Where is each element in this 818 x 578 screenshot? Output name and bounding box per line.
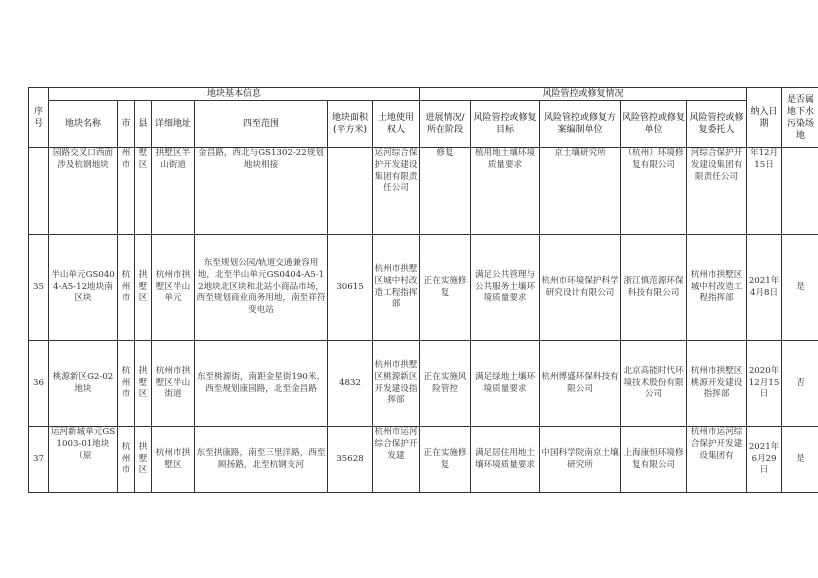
- cell-plot-name: 桃源新区G2-02地块: [49, 341, 118, 427]
- cell-seq: [29, 148, 49, 235]
- col-boundary: 四至范围: [195, 101, 328, 148]
- col-plan-unit: 风险管控或修复方案编制单位: [540, 101, 621, 148]
- table-row: [29, 341, 818, 427]
- cell-boundary: 金昌路，西北与GS1302-22规划地块相接: [195, 148, 328, 235]
- cell-include-date: 2021年4月8日: [747, 235, 782, 341]
- cell-include-date: 2020年12月15日: [747, 341, 782, 427]
- cell-land-owner: 运河综合保护开发建设集团有限责任公司: [373, 148, 420, 235]
- cell-plot-name: 半山单元GS0404-A5-12地块南区块: [49, 235, 118, 341]
- cell-exec-unit: 北京高能时代环境技术股份有限公司: [621, 341, 687, 427]
- site-table: [28, 87, 818, 493]
- col-seq: 序号: [29, 88, 49, 148]
- cell-plan-unit: 中国科学院南京土壤研究所: [540, 427, 621, 493]
- cell-address: 杭州市拱墅区半山街道: [152, 341, 195, 427]
- cell-plot-name: 园路交叉口西面涉及杭钢地块: [49, 148, 118, 235]
- cell-plot-name: 运河新城单元GS1003-01地块（原: [49, 427, 118, 493]
- cell-include-date: 2021年6月29日: [747, 427, 782, 493]
- cell-target: 植用地土壤环境质量要求: [471, 148, 540, 235]
- cell-county: 墅区: [135, 148, 152, 235]
- cell-progress: 正在实施修复: [420, 235, 471, 341]
- cell-area: 4832: [328, 341, 373, 427]
- cell-target: 满足公共管理与公共服务土壤环境质量要求: [471, 235, 540, 341]
- cell-progress: 修复: [420, 148, 471, 235]
- cell-groundwater: [782, 148, 818, 235]
- col-groundwater: 是否属地下水污染场地: [782, 88, 818, 148]
- cell-boundary: 东至桃源街，南距金星街190米，西至规划康园路，北至金昌路: [195, 341, 328, 427]
- cell-seq: 37: [29, 427, 49, 493]
- cell-city: 杭州市: [118, 427, 135, 493]
- table-row: [29, 427, 818, 493]
- cell-plan-unit: 杭州博盛环保科技有限公司: [540, 341, 621, 427]
- group-basic-info: 地块基本信息: [49, 88, 420, 101]
- cell-address: 杭州市拱墅区: [152, 427, 195, 493]
- cell-city: 州市: [118, 148, 135, 235]
- cell-client: 杭州市拱墅区桃源开发建设指挥部: [687, 341, 747, 427]
- col-plot-name: 地块名称: [49, 101, 118, 148]
- cell-target: 满足绿地土壤环境质量要求: [471, 341, 540, 427]
- cell-groundwater: 是: [782, 235, 818, 341]
- cell-area: [328, 148, 373, 235]
- cell-groundwater: 否: [782, 341, 818, 427]
- cell-area: 35628: [328, 427, 373, 493]
- col-include-date: 纳入日期: [747, 88, 782, 148]
- col-county: 县: [135, 101, 152, 148]
- cell-city: 杭州市: [118, 235, 135, 341]
- cell-client: 杭州市拱墅区城中村改造工程指挥部: [687, 235, 747, 341]
- col-land-owner: 土地使用权人: [373, 101, 420, 148]
- col-target: 风险管控或修复目标: [471, 101, 540, 148]
- cell-plan-unit: 杭州市环境保护科学研究设计有限公司: [540, 235, 621, 341]
- cell-seq: 36: [29, 341, 49, 427]
- col-progress: 进展情况/所在阶段: [420, 101, 471, 148]
- header-row-groups: [29, 88, 818, 101]
- cell-address: 杭州市拱墅区半山单元: [152, 235, 195, 341]
- cell-exec-unit: 浙江慎范源环保科技有限公司: [621, 235, 687, 341]
- cell-land-owner: 杭州市运河综合保护开发建: [373, 427, 420, 493]
- cell-progress: 正在实施修复: [420, 427, 471, 493]
- cell-land-owner: 杭州市拱墅区桃源新区开发建设指挥部: [373, 341, 420, 427]
- col-client: 风险管控或修复委托人: [687, 101, 747, 148]
- group-risk-control: 风险管控或修复情况: [420, 88, 747, 101]
- header-row-columns: [29, 101, 818, 148]
- cell-client: 河综合保护开发建设集团有限责任公司: [687, 148, 747, 235]
- col-city: 市: [118, 101, 135, 148]
- cell-exec-unit: （杭州）环境修复有限公司: [621, 148, 687, 235]
- cell-county: 拱墅区: [135, 341, 152, 427]
- cell-client: 杭州市运河综合保护开发建设集团有: [687, 427, 747, 493]
- col-exec-unit: 风险管控或修复单位: [621, 101, 687, 148]
- col-address: 详细地址: [152, 101, 195, 148]
- cell-address: 拱墅区半山街道: [152, 148, 195, 235]
- cell-boundary: 东至拱康路，南至三里洋路，西至顾扬路，北至杭钢支河: [195, 427, 328, 493]
- cell-seq: 35: [29, 235, 49, 341]
- table-row: [29, 148, 818, 235]
- cell-include-date: 年12月15日: [747, 148, 782, 235]
- cell-city: 杭州市: [118, 341, 135, 427]
- cell-county: 拱墅区: [135, 235, 152, 341]
- col-area: 地块面积(平方米): [328, 101, 373, 148]
- cell-progress: 正在实施风险管控: [420, 341, 471, 427]
- cell-county: 拱墅区: [135, 427, 152, 493]
- cell-exec-unit: 上海康恒环境修复有限公司: [621, 427, 687, 493]
- cell-boundary: 东至规划公园/轨道交通兼容用地，北至半山单元GS0404-A5-12地块北区块和北站小商品市场，西至规划商业商务用地，南至祥符变电站: [195, 235, 328, 341]
- table-row: [29, 235, 818, 341]
- cell-groundwater: 是: [782, 427, 818, 493]
- cell-area: 30615: [328, 235, 373, 341]
- cell-land-owner: 杭州市拱墅区城中村改造工程指挥部: [373, 235, 420, 341]
- cell-plan-unit: 京土壤研究所: [540, 148, 621, 235]
- cell-target: 满足居住用地土壤环境质量要求: [471, 427, 540, 493]
